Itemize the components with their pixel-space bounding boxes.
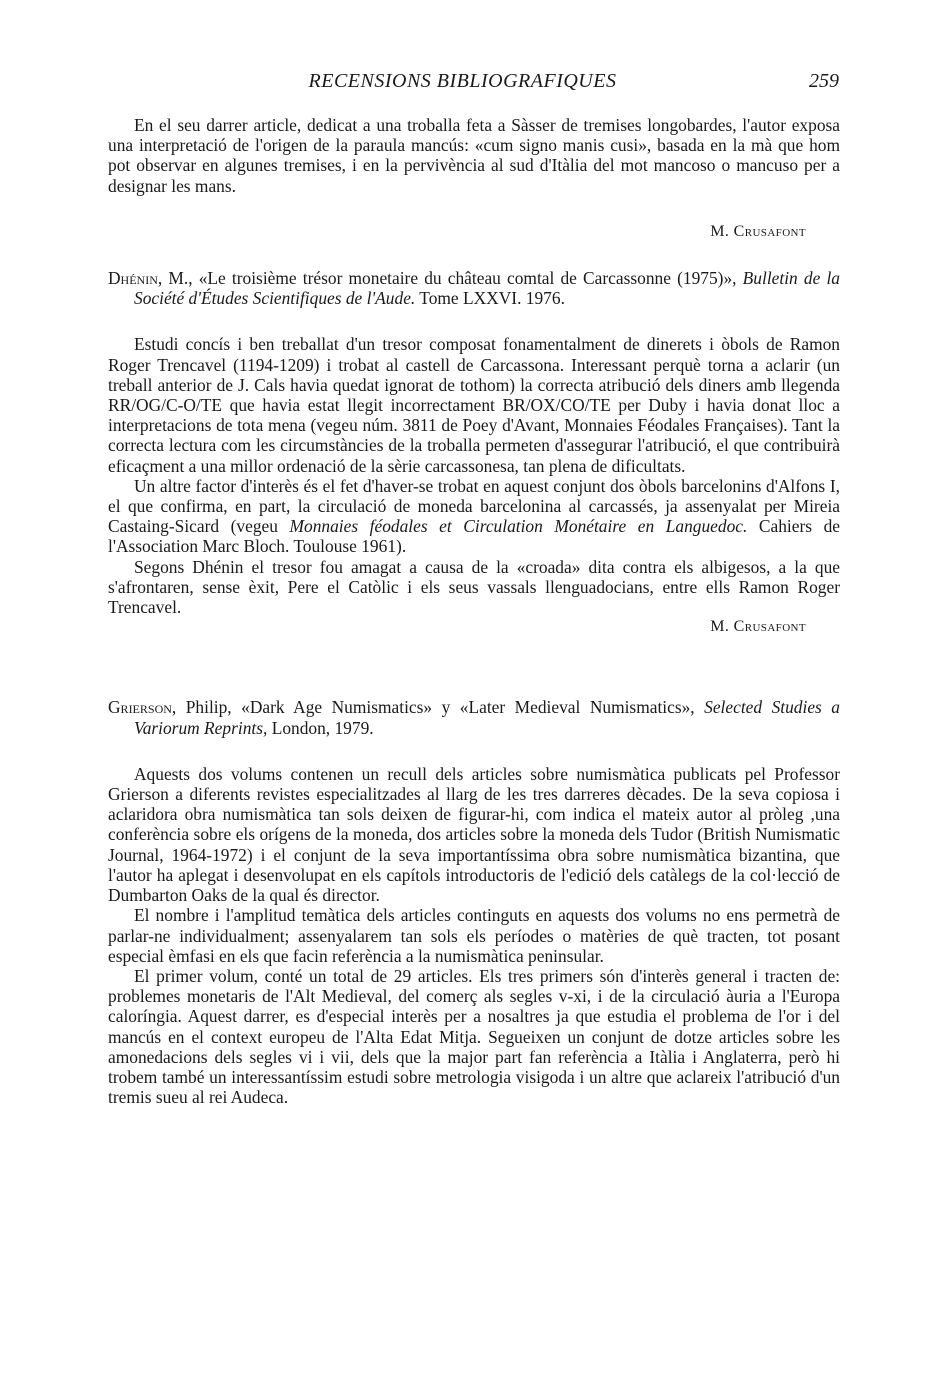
- citation-tail: London, 1979.: [267, 717, 374, 738]
- running-title: RECENSIONS BIBLIOGRAFIQUES: [308, 70, 617, 92]
- signature-name: Crusafont: [733, 618, 806, 636]
- paragraph-italic: Monnaies féodales et Circulation Monétaire en Languedoc.: [289, 516, 748, 537]
- signature-initial: M.: [710, 618, 730, 636]
- citation-title: M., «Le troisième trésor monetaire du château comtal de Carcassonne (1975)»,: [162, 268, 743, 289]
- review3-paragraph-1: Aquests dos volums contenen un recull dels articles sobre numismàtica publicats pel Professor Grierson a diferents revistes especialitzades al llarg de les tres darreres dècades. De la seva copiosa i aclaridora obra numismàtica tan sols deixen de figurar-hi, com indica el mateix autor al pròleg ,una conferència sobre els orígens de la moneda, dos articles sobre la moneda dels Tudor (British Numismatic Journal, 1964-1972) i el conjunt de la seva importantíssima obra sobre numismàtica bizantina, que l'autor ha aplegat i desenvolupat en els capítols introductoris de l'edició dels catàlegs de la col·lecció de Dumbarton Oaks de la qual és director.: [108, 763, 840, 906]
- paragraph-text: Cahiers de l'Association Marc Bloch. Toulouse 1961).: [108, 516, 840, 557]
- page-number: 259: [809, 70, 839, 92]
- review2-paragraph-2: [108, 476, 840, 557]
- paragraph-text: Un altre factor d'interès és el fet d'haver-se trobat en aquest conjunt dos òbols barcelonins d'Alfons I, el que confirma, en part, la circulació de moneda barcelonina al carcassés, ja assenyalat per Mireia Castaing-Sicard (vegeu: [108, 475, 840, 537]
- citation-title: Philip, «Dark Age Numismatics» y «Later Medieval Numismatics»,: [176, 697, 705, 718]
- review3-paragraph-2: El nombre i l'amplitud temàtica dels articles continguts en aquests dos volums no ens permetrà de parlar-ne individualment; assenyalarem tan sols els períodes o matèries de què tracten, tot posant especial èmfasi en els que facin referència a la numismàtica peninsular.: [108, 905, 840, 966]
- review2-citation: [108, 268, 840, 308]
- review3-paragraph-3: El primer volum, conté un total de 29 articles. Els tres primers són d'interès general i tracten de: problemes monetaris de l'Alt Medieval, del comerç als segles v-xi, i de la circulació àuria a l'Europa caloríngia. Aquest darrer, es d'especial interès per a nosaltres ja que estudia el problema de l'or i del mancús en el context europeu de l'Alta Edat Mitja. Segueixen un conjunt de dotze articles sobre les amonedacions dels segles vi i vii, dels que la major part fan referència a Itàlia i Anglaterra, però hi trobem també un interessantíssim estudi sobre metrologia visigoda i un altre que aclareix l'atribució d'un tremis sueu al rei Audeca.: [108, 965, 840, 1108]
- review2-signature: [108, 617, 840, 637]
- citation-series: Selected Studies a Variorum Reprints,: [134, 697, 840, 738]
- citation-author: Grierson,: [108, 697, 177, 718]
- page-body: [108, 115, 840, 1107]
- review2-paragraph-1: Estudi concís i ben treballat d'un tresor composat fonamentalment de dinerets i òbols de Ramon Roger Trencavel (1194-1209) i trobat al castell de Carcassona. Interessant perquè torna a aclarir (un treball anterior de J. Cals havia quedat ignorat de tothom) la correcta atribució dels diners amb llegenda RR/OG/C-O/TE que havia estat llegit incorrectament BR/OX/CO/TE per Duby i havia donat lloc a interpretacions de tota mena (vegeu núm. 3811 de Poey d'Avant, Monnaies Féodales Françaises). Tant la correcta lectura com les circumstàncies de la troballa permeten d'assegurar l'atribució, el que contribuirà eficaçment a una millor ordenació de la sèrie carcassonesa, tan plena de dificultats.: [108, 334, 840, 476]
- citation-tail: Tome LXXVI. 1976.: [415, 288, 565, 309]
- citation-journal: Bulletin de la Société d'Études Scientifiques de l'Aude.: [134, 268, 840, 309]
- running-head: [0, 68, 925, 98]
- review2-paragraph-3: Segons Dhénin el tresor fou amagat a causa de la «croada» dita contra els albigesos, a la que s'afrontaren, sense èxit, Pere el Catòlic i els seus vassals llenguadocians, entre ells Ramon Roger Trencavel.: [108, 556, 840, 618]
- signature-name: Crusafont: [733, 222, 806, 240]
- signature-initial: M.: [710, 222, 730, 240]
- review1-paragraph-1: En el seu darrer article, dedicat a una troballa feta a Sàsser de tremises longobardes, l'autor exposa una interpretació de l'origen de la paraula mancús: «cum signo manis cusi», basada en la mà que hom pot observar en algunes tremises, i en la pervivència al sud d'Itàlia del mot mancoso o mancuso per a designar les mans.: [108, 115, 840, 196]
- citation-author: Dhénin,: [108, 268, 163, 289]
- review3-citation: [108, 697, 840, 737]
- review1-signature: [108, 222, 840, 242]
